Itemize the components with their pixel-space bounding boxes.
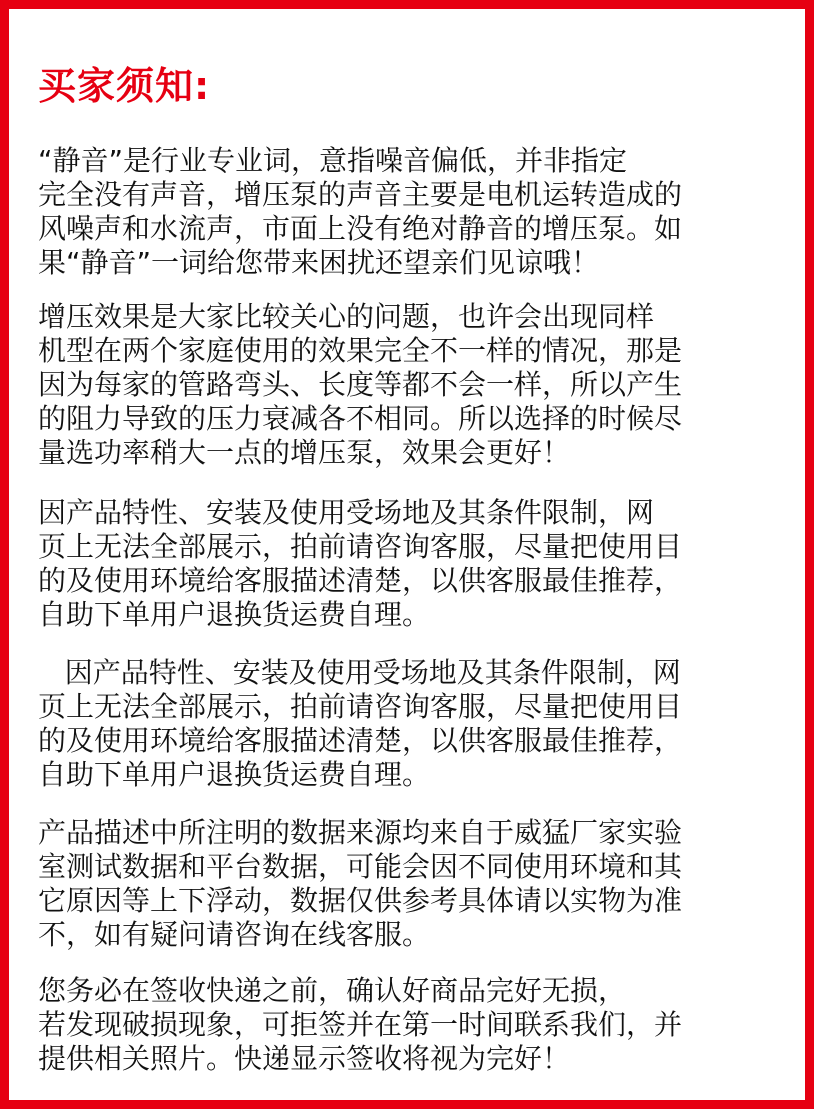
paragraph-silent-noise [38, 144, 770, 280]
notice-line: 因产品特性、安装及使用受场地及其条件限制，网 [38, 496, 655, 529]
paragraph-installation [38, 496, 770, 632]
notice-line: 机型在两个家庭使用的效果完全不一样的情况，那是 [38, 334, 683, 367]
paragraph-data-source [38, 816, 770, 952]
paragraph-delivery-check [38, 974, 770, 1076]
notice-line: 产品描述中所注明的数据来源均来自于威猛厂家实验 [38, 816, 683, 849]
notice-line: 它原因等上下浮动，数据仅供参考具体请以实物为准 [38, 884, 683, 917]
notice-line: 自助下单用户退换货运费自理。 [38, 758, 431, 791]
notice-line: 提供相关照片。快递显示签收将视为完好！ [38, 1042, 571, 1075]
notice-line: 室测试数据和平台数据，可能会因不同使用环境和其 [38, 850, 683, 883]
notice-line: 页上无法全部展示，拍前请咨询客服，尽量把使用目 [38, 530, 683, 563]
notice-line: 若发现破损现象，可拒签并在第一时间联系我们，并 [38, 1008, 683, 1041]
notice-line: 完全没有声音，增压泵的声音主要是电机运转造成的 [38, 178, 683, 211]
notice-line: 果“静音”一词给您带来困扰还望亲们见谅哦！ [38, 246, 600, 279]
notice-line: 自助下单用户退换货运费自理。 [38, 598, 431, 631]
notice-title: 买家须知: [38, 64, 211, 108]
notice-line: 的及使用环境给客服描述清楚，以供客服最佳推荐， [38, 564, 683, 597]
notice-line: 量选功率稍大一点的增压泵，效果会更好！ [38, 436, 571, 469]
notice-line: “静音”是行业专业词，意指噪音偏低，并非指定 [38, 144, 628, 177]
notice-line: 因为每家的管路弯头、长度等都不会一样，所以产生 [38, 368, 683, 401]
notice-line: 风噪声和水流声，市面上没有绝对静音的增压泵。如 [38, 212, 683, 245]
paragraph-pressure-effect [38, 300, 770, 470]
paragraph-installation-repeat [38, 656, 770, 792]
notice-line: 您务必在签收快递之前，确认好商品完好无损， [38, 974, 627, 1007]
notice-line: 页上无法全部展示，拍前请咨询客服，尽量把使用目 [38, 690, 683, 723]
notice-line: 的及使用环境给客服描述清楚，以供客服最佳推荐， [38, 724, 683, 757]
notice-line: 的阻力导致的压力衰减各不相同。所以选择的时候尽 [38, 402, 683, 435]
notice-line: 增压效果是大家比较关心的问题，也许会出现同样 [38, 300, 655, 333]
notice-line: 因产品特性、安装及使用受场地及其条件限制，网 [38, 656, 681, 689]
notice-line: 不，如有疑问请咨询在线客服。 [38, 918, 431, 951]
